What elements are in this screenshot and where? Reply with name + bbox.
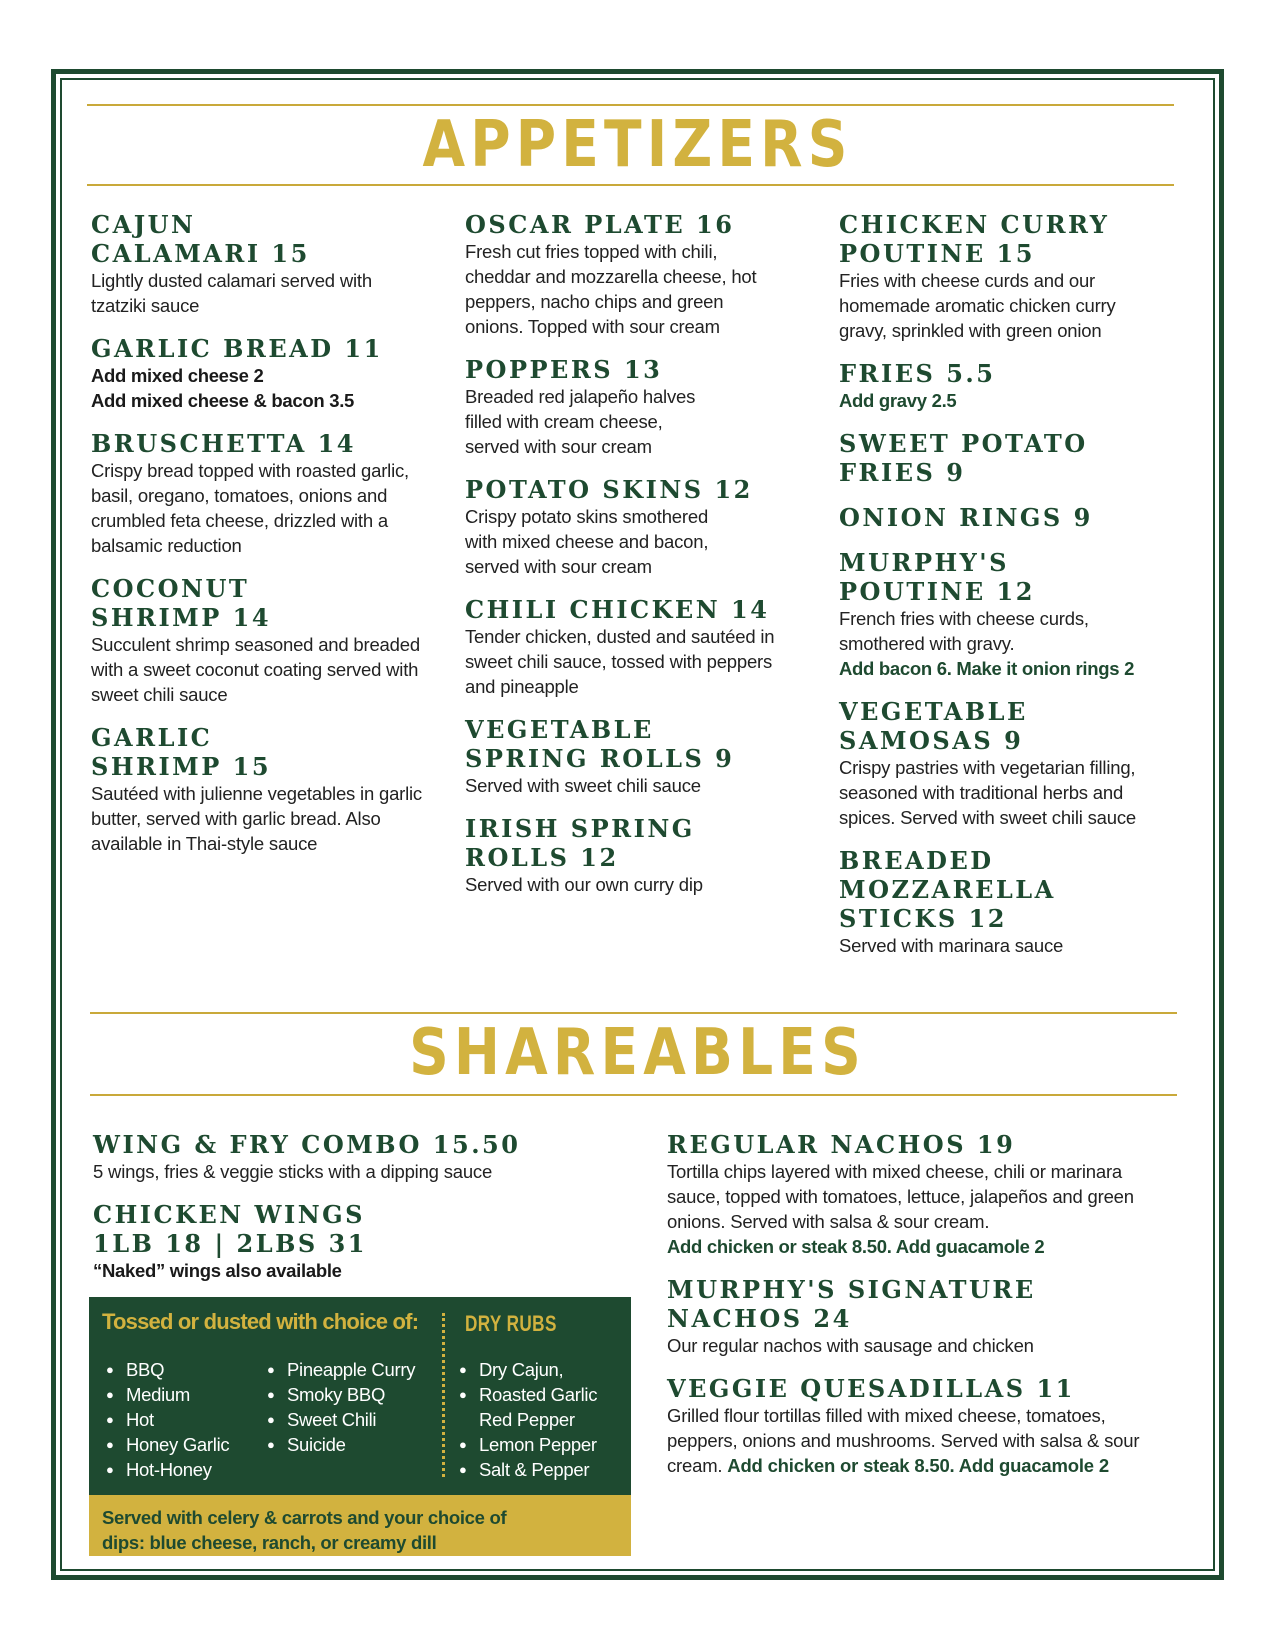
dry-rub-option: ● Dry Cajun, — [459, 1357, 597, 1382]
shareables-top-rule — [90, 1012, 1177, 1014]
item-addon: Add chicken or steak 8.50. Add guacamole 2 — [667, 1236, 1045, 1257]
item-description — [667, 1403, 1172, 1478]
item-addon: Add mixed cheese & bacon 3.5 — [91, 390, 355, 411]
sauce-list-2 — [267, 1357, 415, 1457]
menu-item-breaded-mozzarella-sticks — [839, 846, 1169, 958]
menu-item-signature-nachos — [667, 1275, 1177, 1358]
sauce-option: ● Suicide — [267, 1432, 415, 1457]
item-name: VEGETABLE SPRING ROLLS 9 — [465, 715, 735, 773]
appetizers-column-3 — [839, 210, 1169, 974]
sauce-option: ● Hot-Honey — [106, 1457, 229, 1482]
item-description: Crispy pastries with vegetarian filling, seasoned with traditional herbs and spices. Served with sweet chili sauce — [839, 757, 1136, 828]
sauce-option: ● Smoky BBQ — [267, 1382, 415, 1407]
shareables-title: SHAREABLES — [409, 1016, 866, 1090]
appetizers-bottom-rule — [87, 184, 1174, 186]
menu-item-irish-spring-rolls — [465, 814, 785, 897]
dry-rub-option: ● Roasted Garlic — [459, 1382, 597, 1407]
item-name: VEGGIE QUESADILLAS 11 — [667, 1374, 1075, 1403]
item-name: OSCAR PLATE 16 — [465, 210, 735, 239]
menu-item-regular-nachos — [667, 1130, 1177, 1259]
item-description: Our regular nachos with sausage and chicken — [667, 1335, 1034, 1356]
item-description: Served with our own curry dip — [465, 874, 703, 895]
item-addon: Add bacon 6. Make it onion rings 2 — [839, 658, 1135, 679]
item-name: WING & FRY COMBO 15.50 — [93, 1130, 521, 1159]
item-description-text: Grilled flour tortillas filled with mixed cheese, tomatoes, peppers, onions and mushrooms. Served with salsa & sour cream. — [667, 1405, 1140, 1476]
appetizers-column-1 — [91, 210, 431, 872]
menu-item-vegetable-spring-rolls — [465, 715, 785, 798]
item-name: POTATO SKINS 12 — [465, 475, 753, 504]
item-name: SWEET POTATO FRIES 9 — [839, 429, 1088, 487]
item-addon: Add gravy 2.5 — [839, 390, 957, 411]
dry-rub-option: ● Salt & Pepper — [459, 1457, 597, 1482]
menu-item-garlic-bread — [91, 334, 431, 413]
item-name: BRUSCHETTA 14 — [91, 429, 356, 458]
item-description: Served with sweet chili sauce — [465, 775, 701, 796]
item-description: Crispy bread topped with roasted garlic, basil, oregano, tomatoes, onions and crumbled feta cheese, drizzled with a balsamic reduction — [91, 460, 409, 556]
appetizers-top-rule — [87, 104, 1174, 106]
item-name: CHICKEN CURRY POUTINE 15 — [839, 210, 1110, 268]
item-name: GARLIC BREAD 11 — [91, 334, 383, 363]
dotted-divider — [442, 1313, 445, 1477]
menu-item-garlic-shrimp — [91, 723, 431, 856]
item-name: GARLIC SHRIMP 15 — [91, 723, 272, 781]
item-name: POPPERS 13 — [465, 355, 663, 384]
menu-item-vegetable-samosas — [839, 697, 1169, 830]
sauce-options-panel — [89, 1297, 631, 1495]
item-name: MURPHY'S SIGNATURE NACHOS 24 — [667, 1275, 1036, 1333]
item-description: Lightly dusted calamari served with tzatziki sauce — [91, 270, 372, 316]
menu-item-oscar-plate — [465, 210, 785, 339]
sauce-option: ● BBQ — [106, 1357, 229, 1382]
menu-item-coconut-shrimp — [91, 574, 431, 707]
menu-item-fries — [839, 359, 1169, 413]
sauce-heading: Tossed or dusted with choice of: — [102, 1309, 419, 1334]
item-description: Crispy potato skins smothered with mixed cheese and bacon, served with sour cream — [465, 506, 709, 577]
item-description: 5 wings, fries & veggie sticks with a dipping sauce — [93, 1161, 493, 1182]
menu-item-chicken-curry-poutine — [839, 210, 1169, 343]
sauce-option: ● Pineapple Curry — [267, 1357, 415, 1382]
menu-item-cajun-calamari — [91, 210, 431, 318]
sauce-option: ● Sweet Chili — [267, 1407, 415, 1432]
item-description: Succulent shrimp seasoned and breaded with a sweet coconut coating served with sweet chili sauce — [91, 634, 420, 705]
item-addon: Add mixed cheese 2 — [91, 365, 264, 386]
sauce-option: ● Honey Garlic — [106, 1432, 229, 1457]
dips-footer-text: Served with celery & carrots and your choice of dips: blue cheese, ranch, or creamy dill — [102, 1507, 507, 1553]
item-name: CHILI CHICKEN 14 — [465, 595, 770, 624]
item-description: Sautéed with julienne vegetables in garlic butter, served with garlic bread. Also available in Thai-style sauce — [91, 783, 422, 854]
dry-rubs-list — [459, 1357, 597, 1482]
sauce-option: ● Medium — [106, 1382, 229, 1407]
sauce-options-box — [89, 1297, 631, 1556]
item-name: CAJUN CALAMARI 15 — [91, 210, 310, 268]
item-name: FRIES 5.5 — [839, 359, 996, 388]
sauce-list-1 — [106, 1357, 229, 1482]
shareables-left-column — [93, 1130, 613, 1299]
shareables-right-column — [667, 1130, 1177, 1494]
item-description: Served with marinara sauce — [839, 935, 1064, 956]
item-name: VEGETABLE SAMOSAS 9 — [839, 697, 1028, 755]
menu-item-murphys-poutine — [839, 548, 1169, 681]
menu-item-chicken-wings — [93, 1200, 613, 1283]
item-name: MURPHY'S POUTINE 12 — [839, 548, 1035, 606]
item-addon: Add chicken or steak 8.50. Add guacamole 2 — [727, 1455, 1109, 1476]
item-name: BREADED MOZZARELLA STICKS 12 — [839, 846, 1056, 933]
appetizers-column-2 — [465, 210, 785, 913]
menu-item-poppers — [465, 355, 785, 459]
item-name: ONION RINGS 9 — [839, 503, 1093, 532]
item-description: Fresh cut fries topped with chili, cheddar and mozzarella cheese, hot peppers, nacho chips and green onions. Topped with sour cream — [465, 241, 757, 337]
item-name: CHICKEN WINGS 1LB 18 | 2LBS 31 — [93, 1200, 367, 1258]
dips-footer — [89, 1495, 631, 1556]
menu-item-wing-fry-combo — [93, 1130, 613, 1184]
item-description: Tortilla chips layered with mixed cheese, chili or marinara sauce, topped with tomatoes, lettuce, jalapeños and green onions. Served with salsa & sour cream. — [667, 1161, 1134, 1232]
item-description: French fries with cheese curds, smothered with gravy. — [839, 608, 1089, 654]
menu-item-onion-rings — [839, 503, 1169, 532]
shareables-bottom-rule — [90, 1094, 1177, 1096]
item-name: REGULAR NACHOS 19 — [667, 1130, 1016, 1159]
menu-item-potato-skins — [465, 475, 785, 579]
item-name: IRISH SPRING ROLLS 12 — [465, 814, 695, 872]
menu-item-veggie-quesadillas — [667, 1374, 1177, 1478]
item-addon: “Naked” wings also available — [93, 1260, 342, 1281]
sauce-option: ● Hot — [106, 1407, 229, 1432]
item-description: Fries with cheese curds and our homemade aromatic chicken curry gravy, sprinkled with green onion — [839, 270, 1116, 341]
menu-item-bruschetta — [91, 429, 431, 558]
item-name: COCONUT SHRIMP 14 — [91, 574, 272, 632]
item-description: Breaded red jalapeño halves filled with cream cheese, served with sour cream — [465, 386, 696, 457]
dry-rubs-heading: DRY RUBS — [465, 1311, 557, 1336]
dry-rub-option: ● Lemon Pepper — [459, 1432, 597, 1457]
menu-item-sweet-potato-fries — [839, 429, 1169, 487]
dry-rub-option: Red Pepper — [479, 1409, 575, 1430]
menu-item-chili-chicken — [465, 595, 785, 699]
item-description: Tender chicken, dusted and sautéed in sweet chili sauce, tossed with peppers and pineapple — [465, 626, 775, 697]
appetizers-title: APPETIZERS — [422, 108, 853, 182]
